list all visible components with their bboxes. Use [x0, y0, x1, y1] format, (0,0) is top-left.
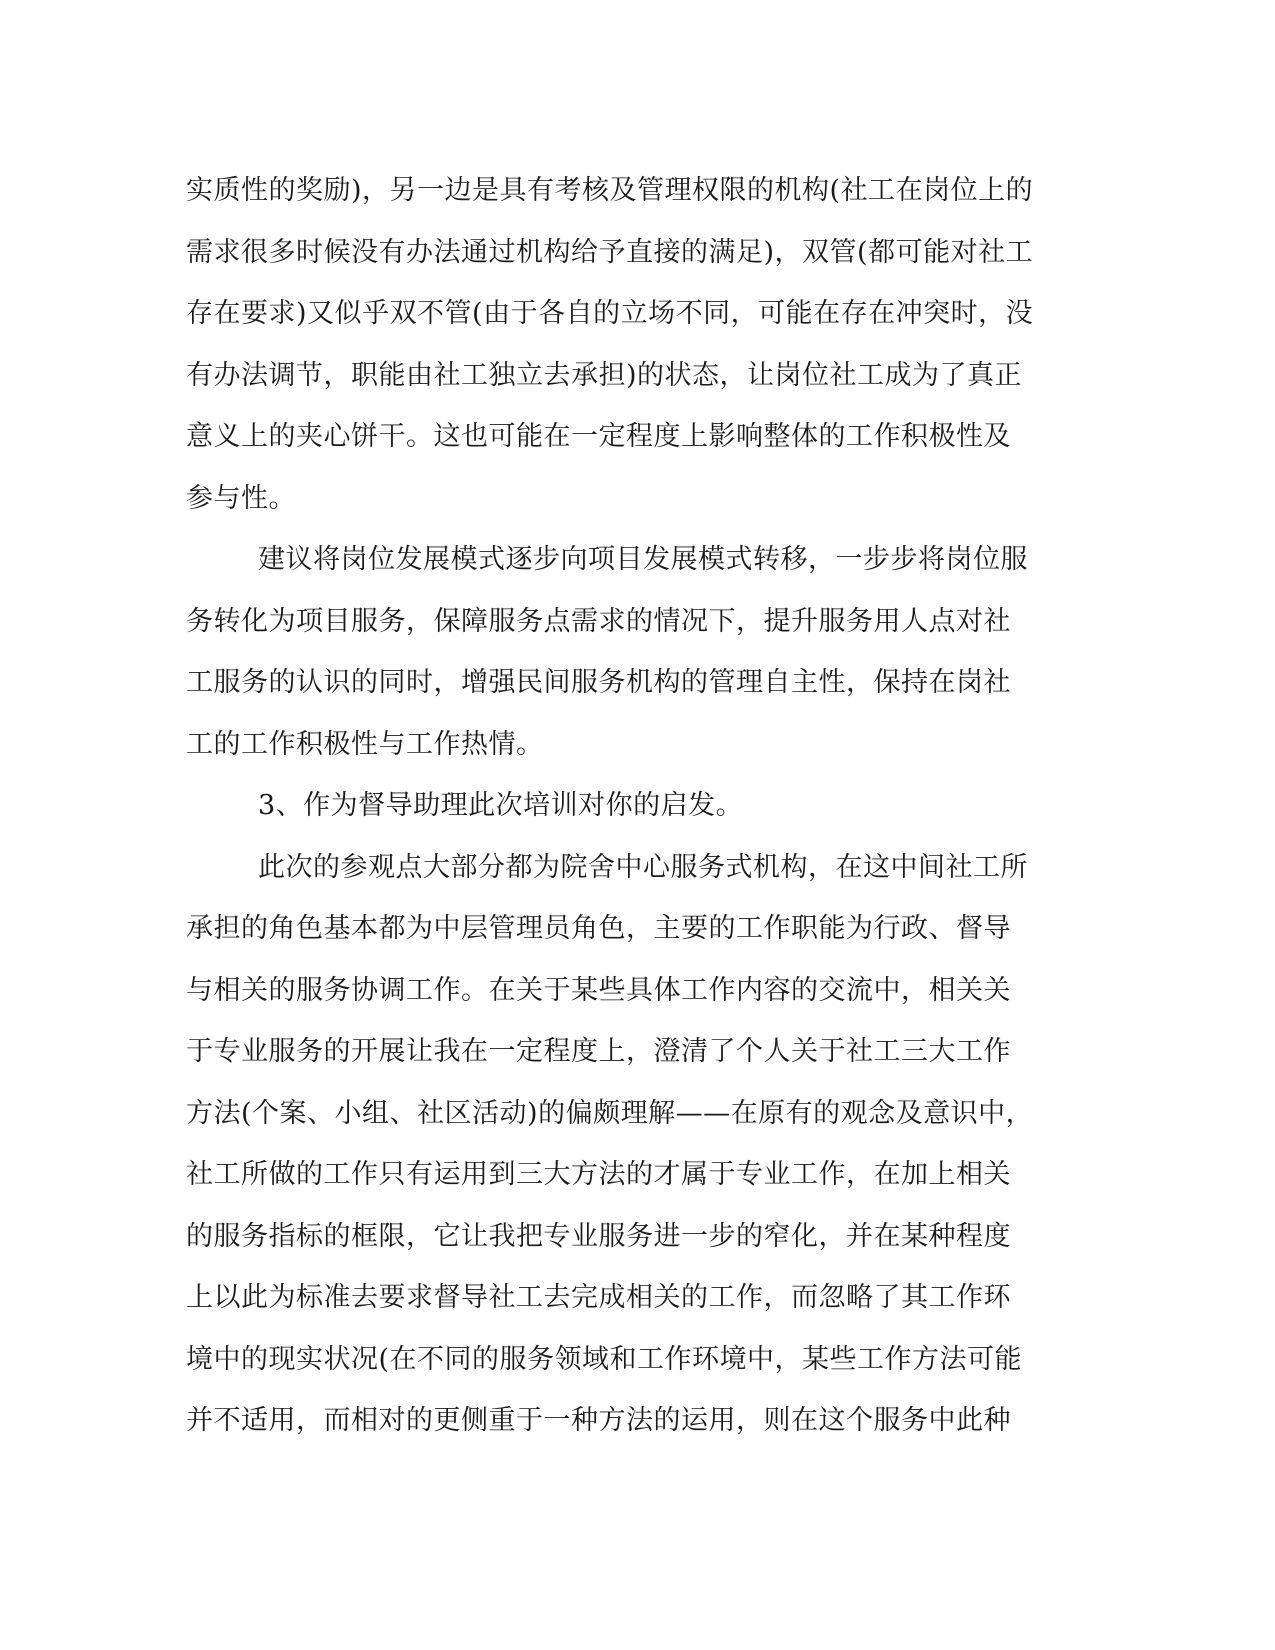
paragraph-first-line: 建议将岗位发展模式逐步向项目发展模式转移，一步步将岗位服 [258, 544, 1028, 575]
section-heading: 3、作为督导助理此次培训对你的启发。 [258, 790, 744, 821]
text-line: 存在要求)又似乎双不管(由于各自的立场不同，可能在存在冲突时，没 [186, 298, 1034, 329]
text-line: 并不适用，而相对的更侧重于一种方法的运用，则在这个服务中此种 [186, 1405, 1011, 1436]
text-line: 务转化为项目服务，保障服务点需求的情况下，提升服务用人点对社 [186, 605, 1011, 637]
text-line: 意义上的夹心饼干。这也可能在一定程度上影响整体的工作积极性及 [186, 421, 1011, 452]
text-line: 方法(个案、小组、社区活动)的偏颇理解——在原有的观念及意识中， [186, 1097, 1034, 1129]
document-body [186, 160, 1066, 1452]
text-line: 上以此为标准去要求督导社工去完成相关的工作，而忽略了其工作环 [186, 1282, 1011, 1313]
text-line: 的服务指标的框限，它让我把专业服务进一步的窄化，并在某种程度 [186, 1220, 1011, 1252]
text-line: 工的工作积极性与工作热情。 [186, 728, 544, 760]
paragraph-first-line: 此次的参观点大部分都为院舍中心服务式机构，在这中间社工所 [258, 851, 1028, 883]
text-line: 参与性。 [186, 482, 296, 514]
text-line: 社工所做的工作只有运用到三大方法的才属于专业工作，在加上相关 [186, 1159, 1011, 1190]
text-line: 有办法调节，职能由社工独立去承担)的状态，让岗位社工成为了真正 [186, 359, 1023, 391]
text-line: 境中的现实状况(在不同的服务领域和工作环境中，某些工作方法可能 [186, 1343, 1023, 1375]
text-line: 需求很多时候没有办法通过机构给予直接的满足)，双管(都可能对社工 [186, 236, 1034, 268]
text-line: 于专业服务的开展让我在一定程度上，澄清了个人关于社工三大工作 [186, 1036, 1011, 1067]
text-line: 承担的角色基本都为中层管理员角色，主要的工作职能为行政、督导 [186, 913, 1011, 944]
text-line: 与相关的服务协调工作。在关于某些具体工作内容的交流中，相关关 [186, 974, 1011, 1006]
text-line: 工服务的认识的同时，增强民间服务机构的管理自主性，保持在岗社 [186, 667, 1011, 698]
text-line: 实质性的奖励)，另一边是具有考核及管理权限的机构(社工在岗位上的 [186, 175, 1034, 206]
